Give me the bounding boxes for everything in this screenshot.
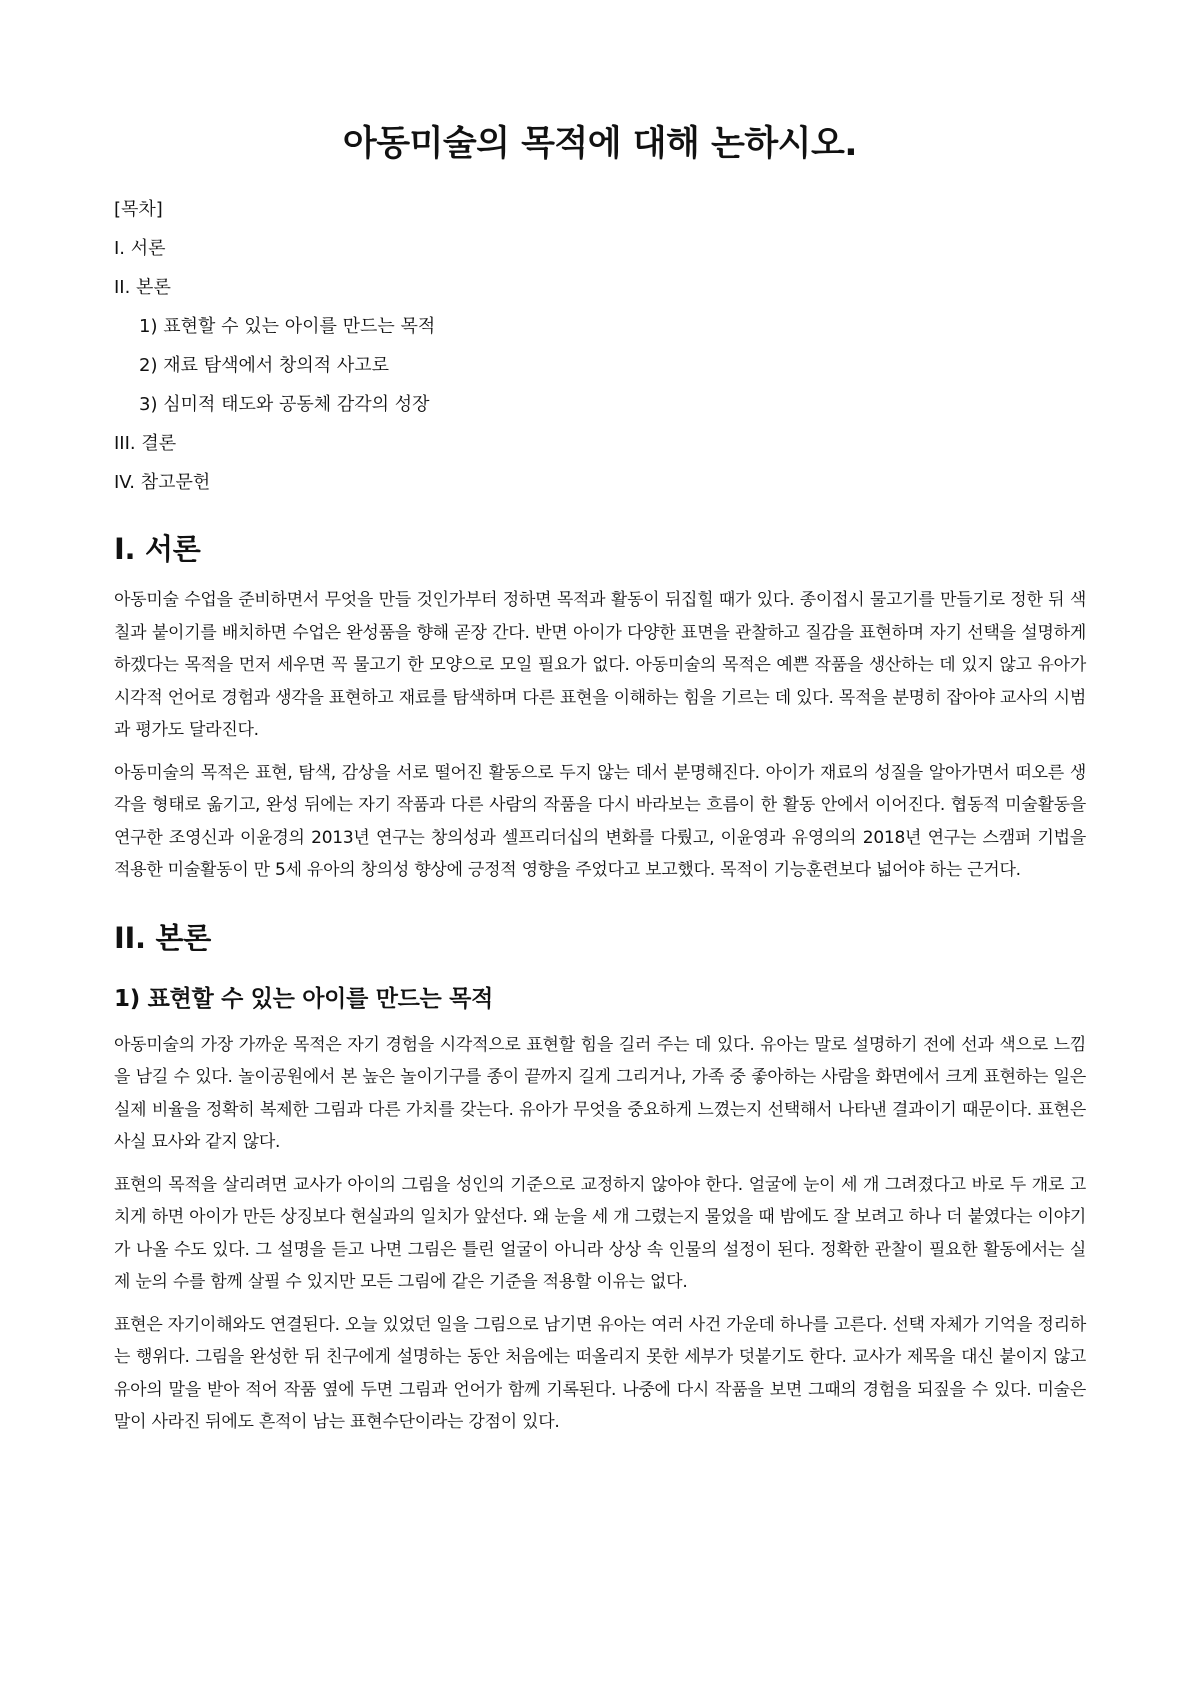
section-heading-body: II. 본론: [114, 920, 211, 955]
toc-item-body-2: 2) 재료 탐색에서 창의적 사고로: [139, 355, 390, 376]
document-title: 아동미술의 목적에 대해 논하시오.: [342, 124, 858, 164]
subsection-heading-1: 1) 표현할 수 있는 아이를 만드는 목적: [114, 985, 494, 1012]
toc-item-body-1: 1) 표현할 수 있는 아이를 만드는 목적: [139, 316, 436, 337]
toc-item-body: II. 본론: [114, 277, 171, 298]
toc-heading: [목차]: [114, 199, 163, 220]
intro-paragraph: 아동미술 수업을 준비하면서 무엇을 만들 것인가부터 정하면 목적과 활동이 뒤집힐 때가 있다. 종이접시 물고기를 만들기로 정한 뒤 색칠과 붙이기를 배치하면 수업은 완성품을 향해 곧장 간다. 반면 아이가 다양한 표면을 관찰하고 질감을 표현하며 자기 선택을 설명하게 하겠다는 목적을 먼저 세우면 꼭 물고기 한 모양으로 모일 필요가 없다. 아동미술의 목적은 예쁜 작품을 생산하는 데 있지 않고 유아가 시각적 언어로 경험과 생각을 표현하고 재료를 탐색하며 다른 표현을 이해하는 힘을 기르는 데 있다. 목적을 분명히 잡아야 교사의 시범과 평가도 달라진다.: [114, 590, 1086, 740]
toc-item-intro: I. 서론: [114, 238, 166, 259]
toc-item-body-3: 3) 심미적 태도와 공동체 감각의 성장: [139, 394, 430, 415]
toc-item-references: IV. 참고문헌: [114, 472, 211, 493]
body-paragraph: 표현은 자기이해와도 연결된다. 오늘 있었던 일을 그림으로 남기면 유아는 여러 사건 가운데 하나를 고른다. 선택 자체가 기억을 정리하는 행위다. 그림을 완성한 뒤 친구에게 설명하는 동안 처음에는 떠올리지 못한 세부가 덧붙기도 한다. 교사가 제목을 대신 붙이지 않고 유아의 말을 받아 적어 작품 옆에 두면 그림과 언어가 함께 기록된다. 나중에 다시 작품을 보면 그때의 경험을 되짚을 수 있다. 미술은 말이 사라진 뒤에도 흔적이 남는 표현수단이라는 강점이 있다.: [114, 1314, 1086, 1432]
toc-item-conclusion: III. 결론: [114, 433, 177, 454]
table-of-contents: [114, 190, 1086, 502]
body-paragraph: 표현의 목적을 살리려면 교사가 아이의 그림을 성인의 기준으로 교정하지 않아야 한다. 얼굴에 눈이 세 개 그려졌다고 바로 두 개로 고치게 하면 아이가 만든 상징보다 현실과의 일치가 앞선다. 왜 눈을 세 개 그렸는지 물었을 때 밤에도 잘 보려고 하나 더 붙였다는 이야기가 나올 수도 있다. 그 설명을 듣고 나면 그림은 틀린 얼굴이 아니라 상상 속 인물의 설정이 된다. 정확한 관찰이 필요한 활동에서는 실제 눈의 수를 함께 살필 수 있지만 모든 그림에 같은 기준을 적용할 이유는 없다.: [114, 1174, 1086, 1292]
body-paragraph: 아동미술의 가장 가까운 목적은 자기 경험을 시각적으로 표현할 힘을 길러 주는 데 있다. 유아는 말로 설명하기 전에 선과 색으로 느낌을 남길 수 있다. 놀이공원에서 본 높은 놀이기구를 종이 끝까지 길게 그리거나, 가족 중 좋아하는 사람을 화면에서 크게 표현하는 일은 실제 비율을 정확히 복제한 그림과 다른 가치를 갖는다. 유아가 무엇을 중요하게 느꼈는지 선택해서 나타낸 결과이기 때문이다. 표현은 사실 묘사와 같지 않다.: [114, 1034, 1086, 1152]
intro-paragraph: 아동미술의 목적은 표현, 탐색, 감상을 서로 떨어진 활동으로 두지 않는 데서 분명해진다. 아이가 재료의 성질을 알아가면서 떠오른 생각을 형태로 옮기고, 완성 뒤에는 자기 작품과 다른 사람의 작품을 다시 바라보는 흐름이 한 활동 안에서 이어진다. 협동적 미술활동을 연구한 조영신과 이윤경의 2013년 연구는 창의성과 셀프리더십의 변화를 다뤘고, 이윤영과 유영의의 2018년 연구는 스캠퍼 기법을 적용한 미술활동이 만 5세 유아의 창의성 향상에 긍정적 영향을 주었다고 보고했다. 목적이 기능훈련보다 넓어야 하는 근거다.: [114, 762, 1086, 880]
section-heading-intro: I. 서론: [114, 532, 201, 566]
